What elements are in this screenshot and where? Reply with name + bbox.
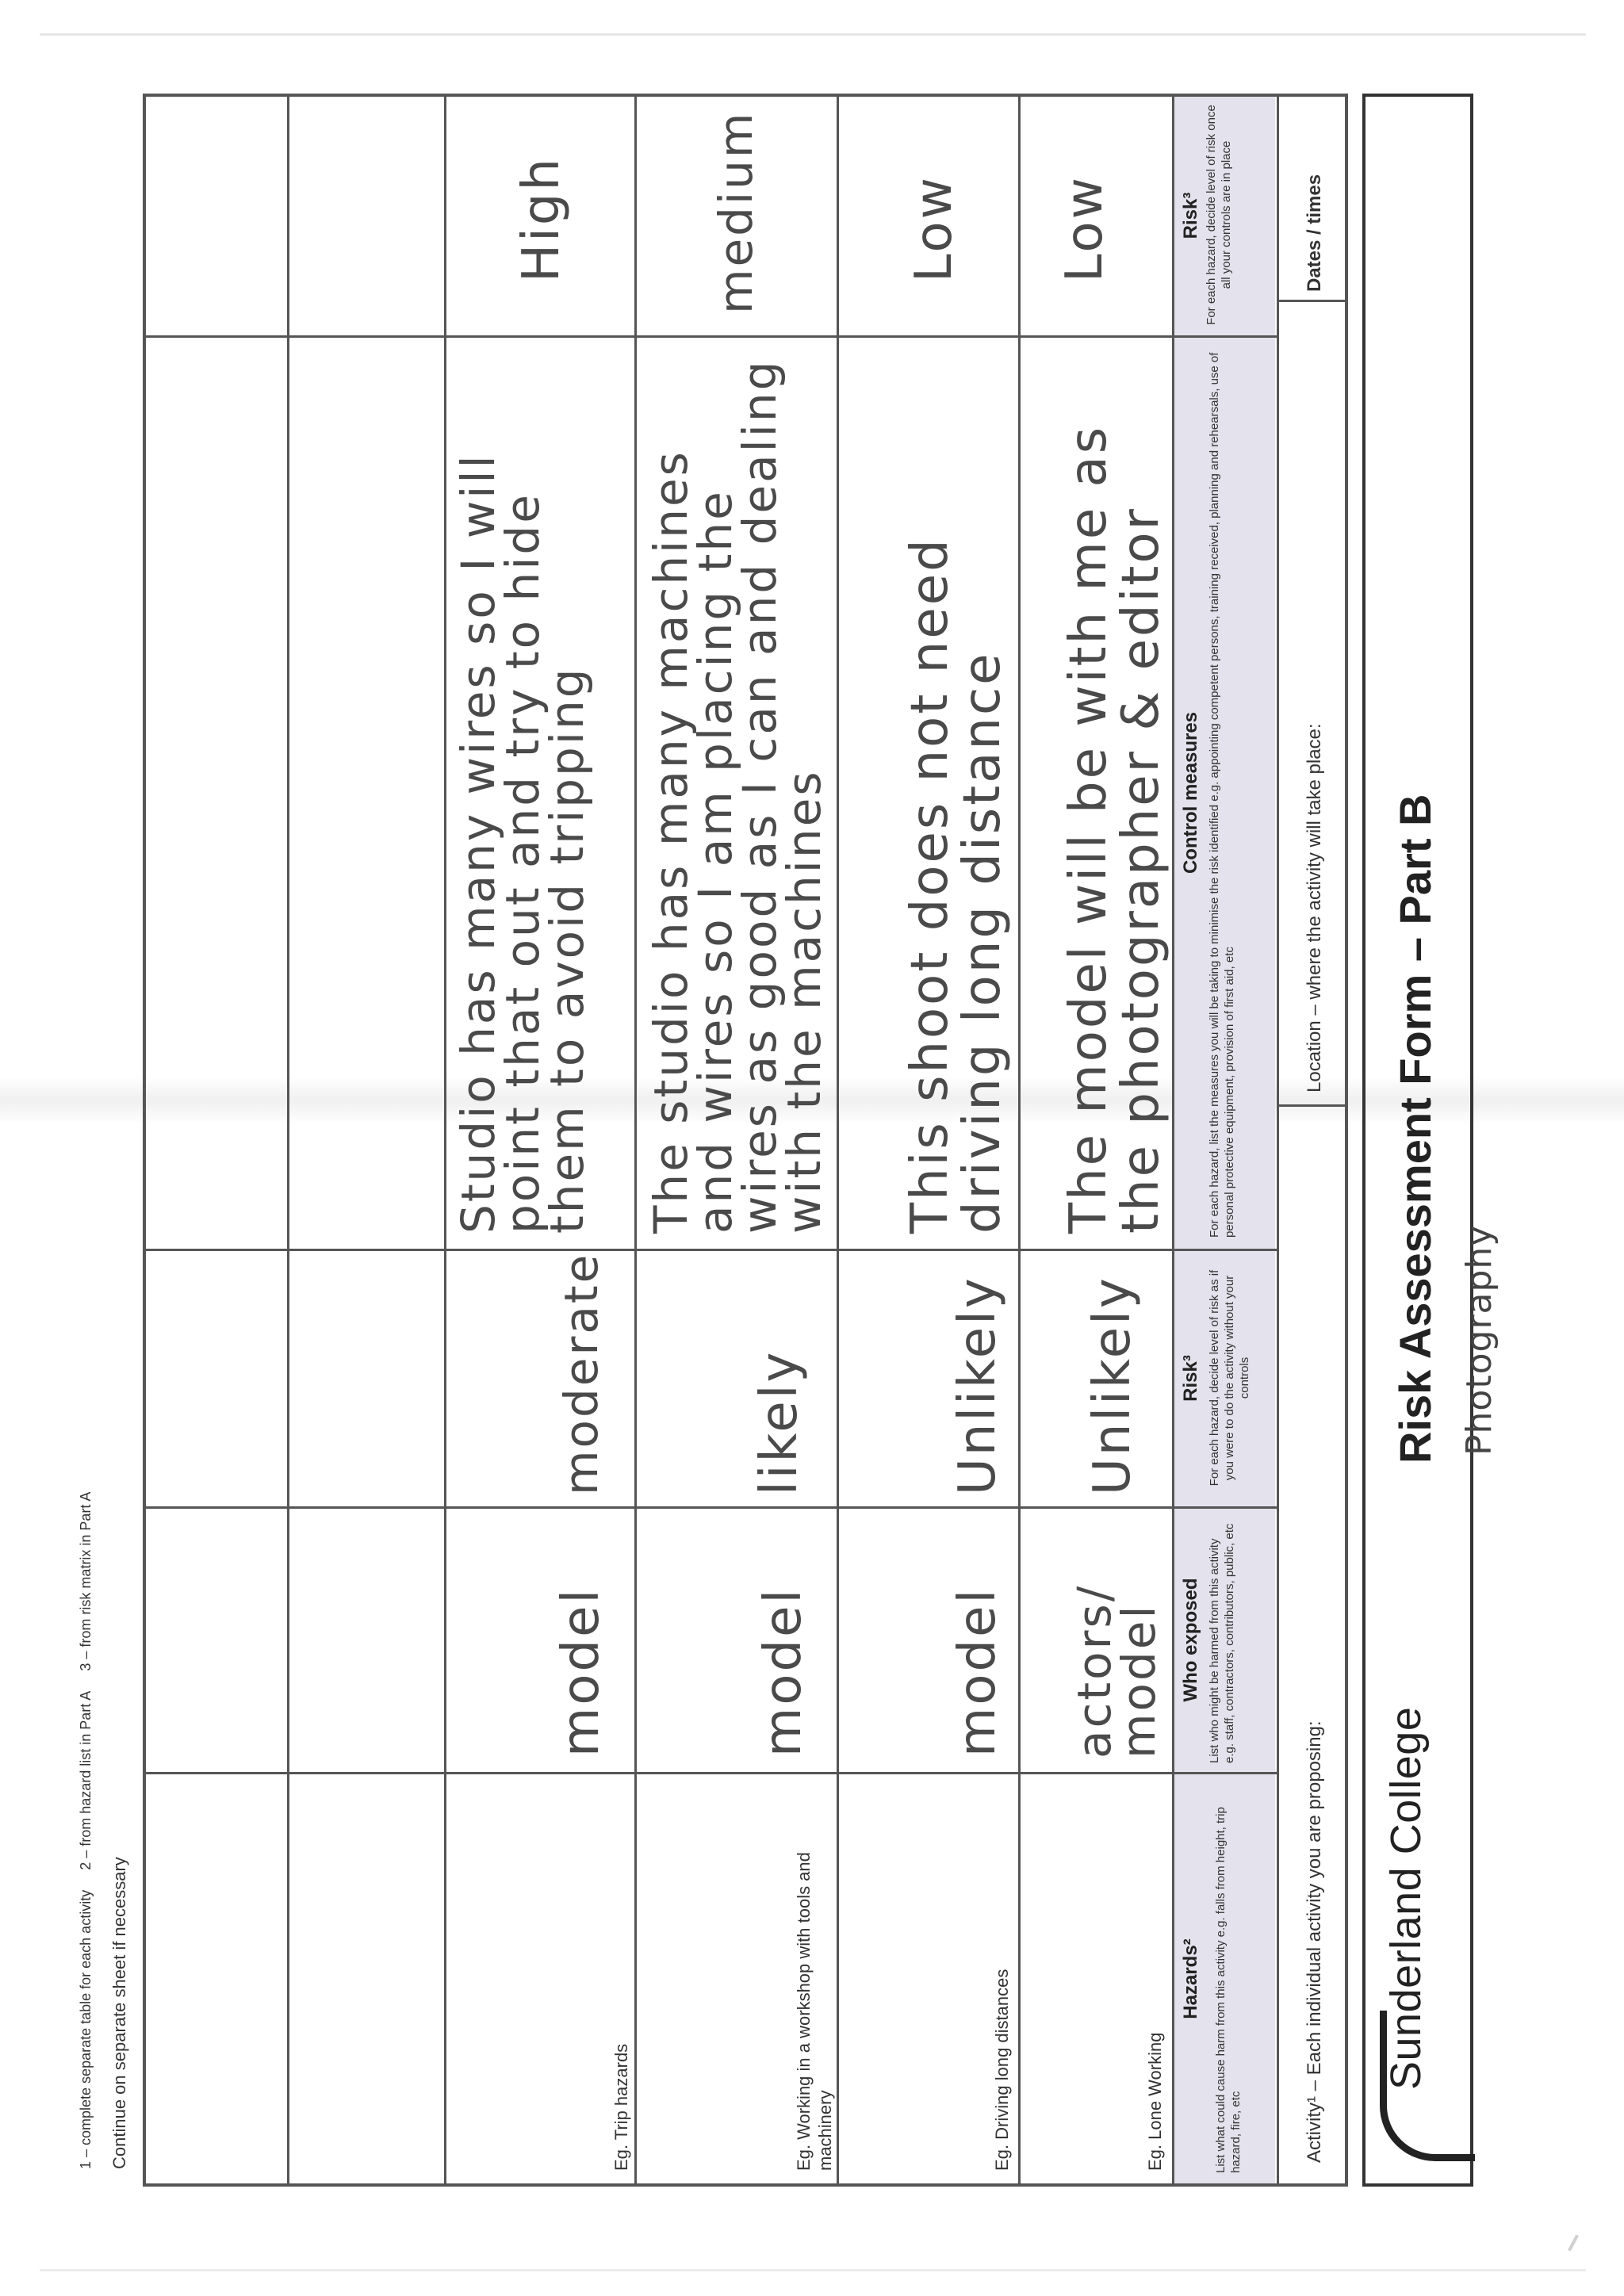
- col-divider-1: [143, 1772, 1277, 1774]
- col-divider-3: [143, 1249, 1277, 1251]
- who-cell-3: model: [754, 1586, 813, 1757]
- footnote-1: 1 – complete separate table for each activity: [78, 1889, 94, 2169]
- residual-cell-1: Low: [1055, 174, 1114, 282]
- row-divider-2: [837, 94, 839, 2187]
- risk-cell-2: Unlikely: [948, 1276, 1007, 1495]
- field-divider-b: [1277, 300, 1348, 302]
- residual-cell-3: medium: [709, 110, 763, 314]
- who-cell-2: model: [948, 1586, 1007, 1757]
- college-name: Sunderland College: [1382, 1706, 1430, 2090]
- footnote-3: 3 – from risk matrix in Part A: [78, 1491, 94, 1671]
- hazard-cell-2: Eg. Driving long distances: [992, 1969, 1012, 2171]
- activity-label: Activity¹ – Each individual activity you are proposing:: [1304, 1720, 1325, 2163]
- handwritten-subject: Photography: [1459, 1224, 1500, 1456]
- hazard-cell-1: Eg. Lone Working: [1145, 2032, 1165, 2171]
- header-row-divider: [1172, 94, 1174, 2187]
- col-desc-risk: For each hazard, decide level of risk as if you were to do the activity without your controls: [1208, 1269, 1251, 1487]
- field-row-divider: [1277, 94, 1279, 2187]
- residual-cell-2: Low: [905, 174, 963, 282]
- footnotes: [78, 1492, 94, 2169]
- row-divider-4: [444, 94, 446, 2187]
- row-divider-5: [287, 94, 289, 2187]
- footnote-2: 2 – from hazard list in Part A: [78, 1690, 94, 1870]
- who-cell-1: actors/ model: [1067, 1583, 1166, 1758]
- who-cell-4: model: [552, 1586, 611, 1757]
- col-header-who: Who exposed: [1180, 1578, 1201, 1702]
- risk-cell-1: Unlikely: [1083, 1276, 1142, 1495]
- col-desc-control: For each hazard, list the measures you will be taking to minimise the risk identified e.g. appointing competent persons, training received, planning and rehearsals, use of personal protective equipment, provision of first aid, etc: [1208, 352, 1236, 1238]
- row-divider-1: [1018, 94, 1021, 2187]
- continue-note: Continue on separate sheet if necessary: [109, 1857, 129, 2169]
- col-header-risk: Risk³: [1180, 1355, 1201, 1402]
- risk-cell-4: moderate: [554, 1252, 608, 1495]
- col-header-hazards: Hazards²: [1180, 1938, 1201, 2019]
- hazard-cell-3: Eg. Working in a workshop with tools and machinery: [794, 1852, 835, 2171]
- control-cell-4: Studio has many wires so I will point that out and try to hide them to avoid tripping: [451, 453, 594, 1234]
- col-desc-hazards: List what could cause harm from this activity e.g. falls from height, trip hazard, fire, etc: [1214, 1807, 1243, 2173]
- residual-cell-4: High: [512, 155, 571, 282]
- risk-cell-3: likely: [750, 1349, 809, 1495]
- hazard-cell-4: Eg. Trip hazards: [611, 2043, 631, 2171]
- row-divider-3: [634, 94, 637, 2187]
- dates-label: Dates / times: [1304, 174, 1325, 292]
- control-cell-3: The studio has many machines and wires so I am placing the wires as good as I can and dealing with the machines: [644, 358, 831, 1234]
- page-title: Risk Assessment Form – Part B: [1390, 794, 1440, 1464]
- location-label: Location – where the activity will take place:: [1304, 723, 1325, 1093]
- col-divider-2: [143, 1506, 1277, 1509]
- col-header-residual-risk: Risk³: [1180, 192, 1201, 239]
- control-cell-2: This shoot does not need driving long distance: [901, 537, 1012, 1234]
- field-divider-a: [1277, 1104, 1348, 1107]
- col-desc-who: List who might be harmed from this activity e.g. staff, contractors, contributors, public, etc: [1208, 1523, 1236, 1763]
- col-divider-4: [143, 335, 1277, 338]
- col-header-control: Control measures: [1180, 711, 1201, 874]
- control-cell-1: The model will be with me as the photographer & editor: [1059, 424, 1170, 1234]
- col-desc-residual-risk: For each hazard, decide level of risk once all your controls are in place: [1205, 105, 1233, 325]
